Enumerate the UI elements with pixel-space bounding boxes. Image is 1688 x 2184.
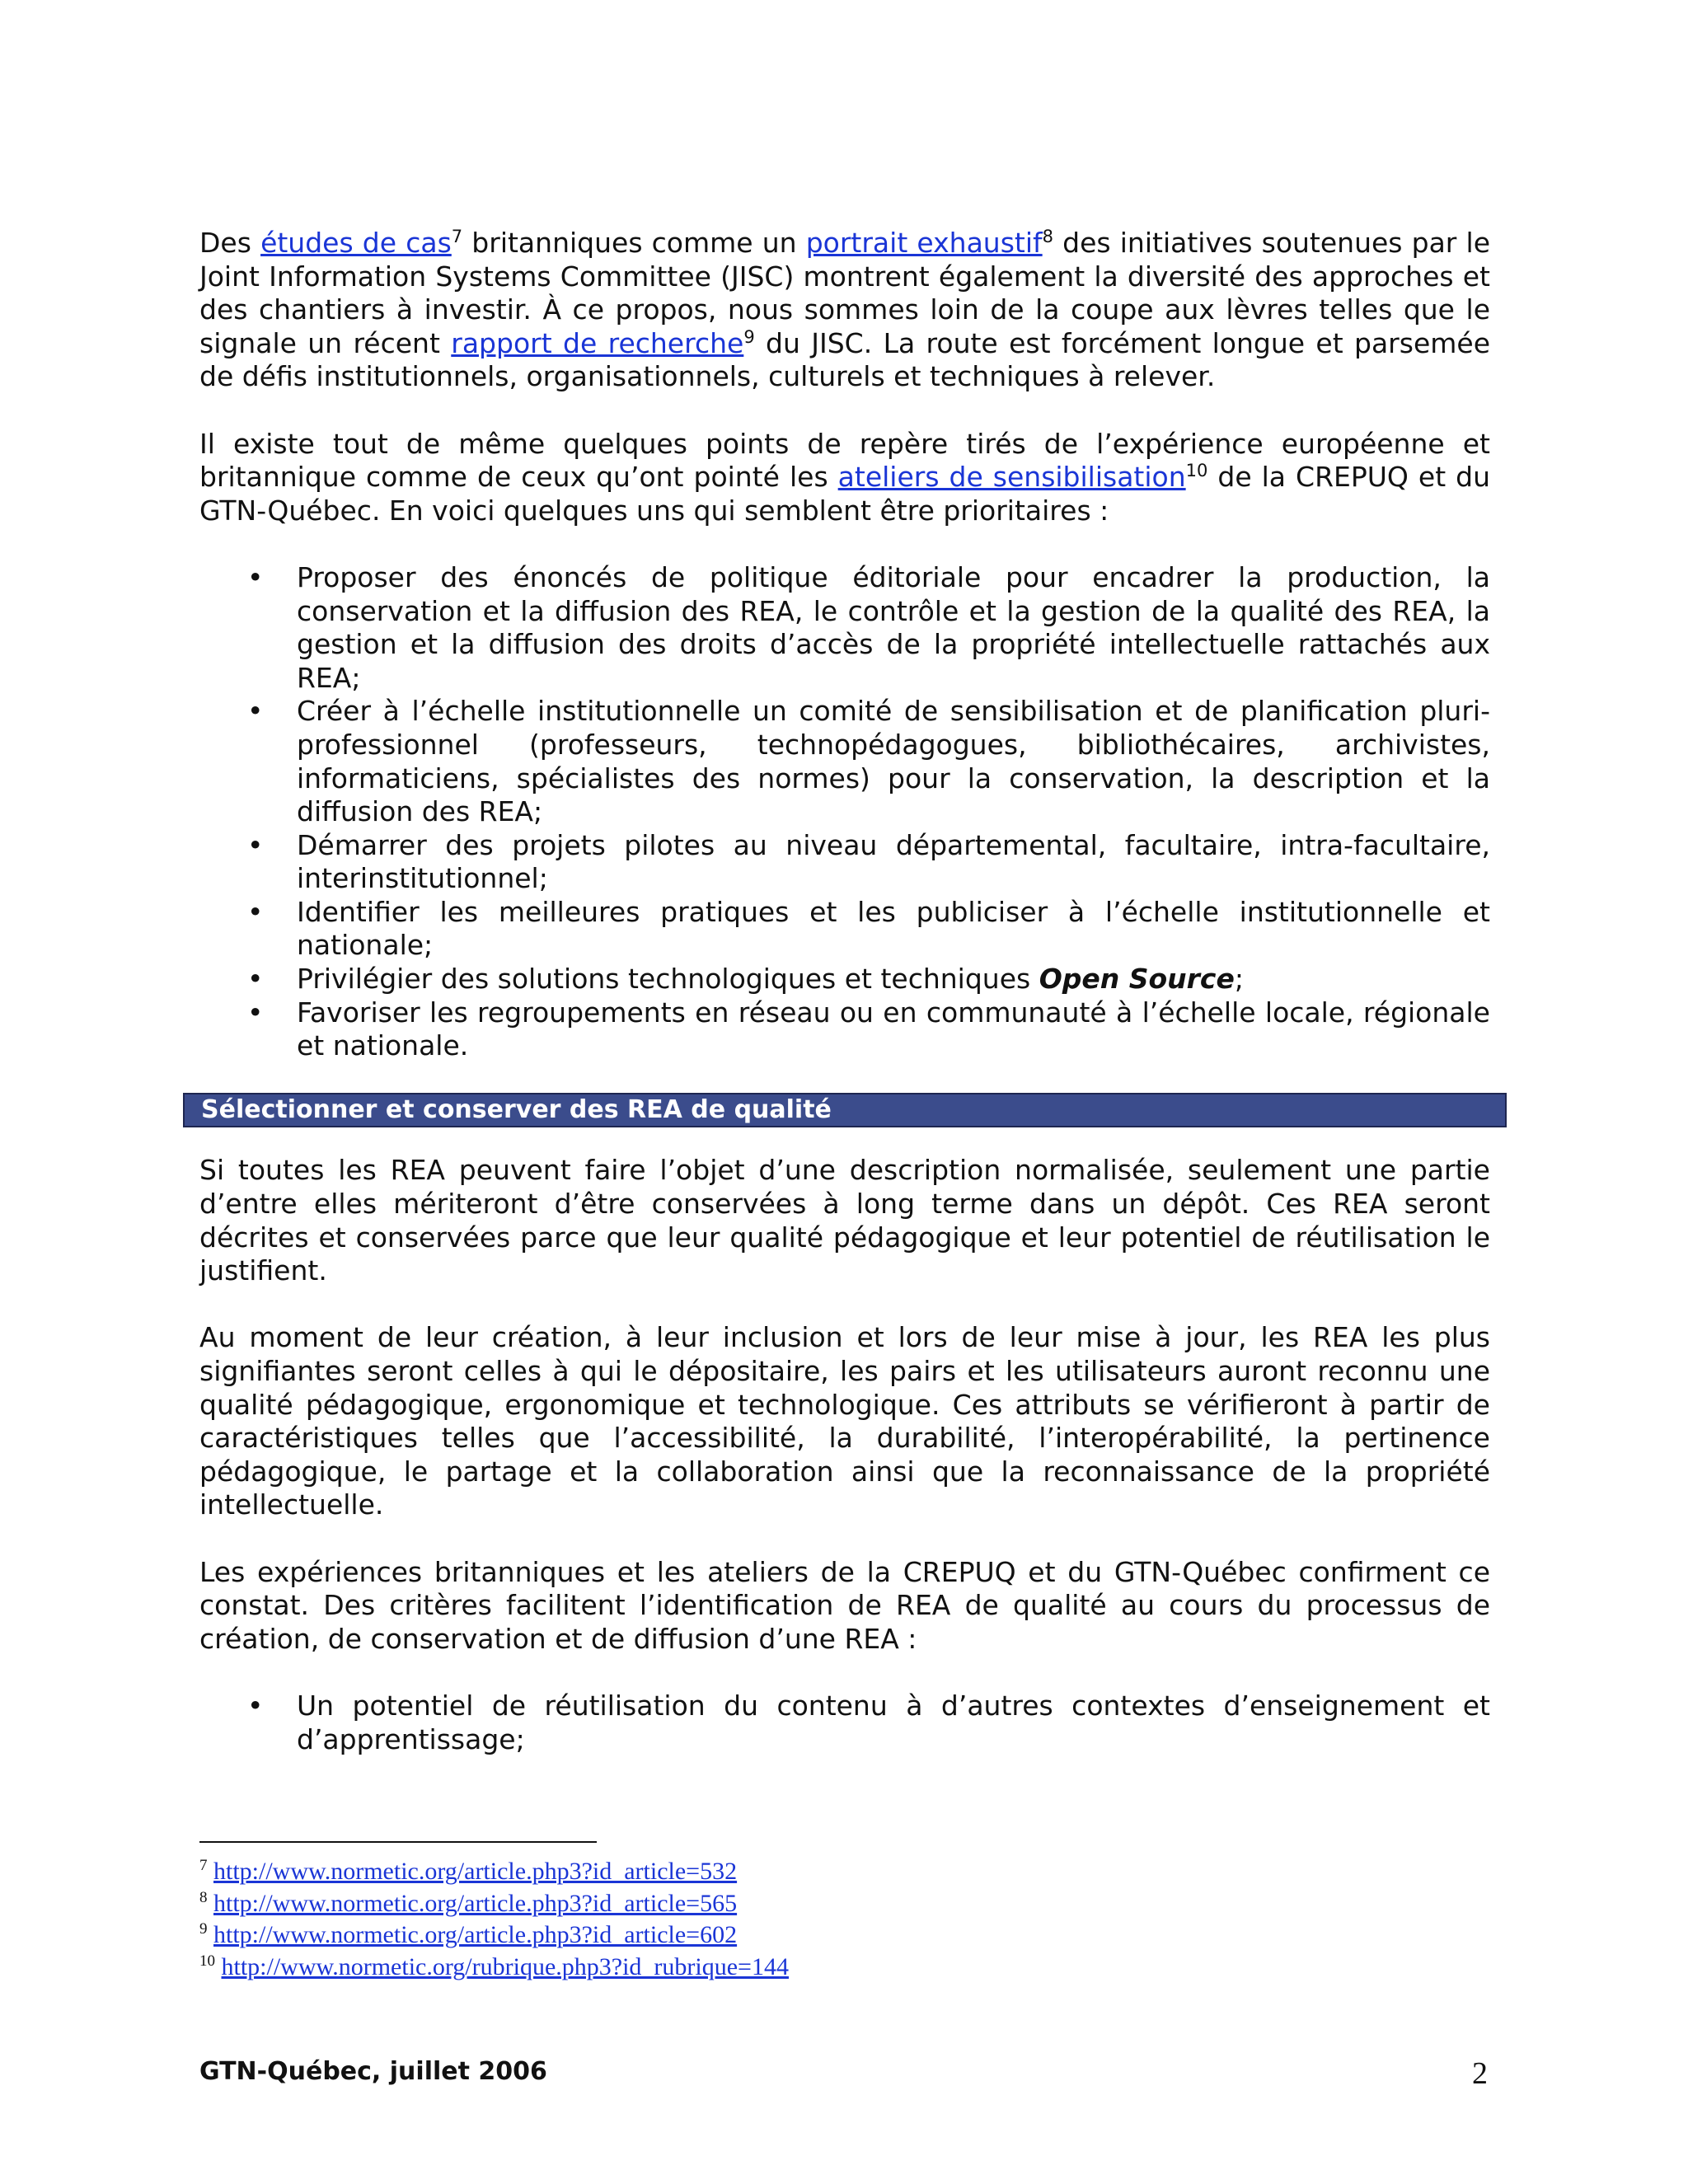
bullet-icon: • — [247, 895, 264, 928]
emphasis-open-source: Open Source — [1039, 963, 1235, 996]
footnote-number: 9 — [199, 1920, 208, 1938]
list-item-text: Démarrer des projets pilotes au niveau départemental, facultaire, intra-facultaire, interinstitutionnel; — [297, 828, 1490, 895]
list-item — [199, 963, 1490, 996]
footnote-number: 8 — [199, 1888, 208, 1906]
list-item-text: ; — [1234, 963, 1244, 996]
page-number: 2 — [1472, 2056, 1488, 2091]
bullet-icon: • — [247, 828, 264, 861]
text-span: du JISC. La route est forcément longue et parsemée de défis institutionnels, organisationnels, culturels et techniques à relever. — [199, 326, 1490, 393]
list-item — [199, 695, 1490, 828]
criteria-list — [199, 1690, 1490, 1756]
footnote-separator — [199, 1841, 597, 1843]
section-heading: Sélectionner et conserver des REA de qualité — [183, 1093, 1507, 1127]
list-item-text: Créer à l’échelle institutionnelle un comité de sensibilisation et de planification pluri-professionnel (professeurs, technopédagogues, bibliothécaires, archivistes, informaticiens, spécialistes des normes) pour la conservation, la description et la diffusion des REA; — [297, 695, 1490, 828]
list-item — [199, 1690, 1490, 1756]
list-item-text: Un potentiel de réutilisation du contenu à d’autres contextes d’enseignement et d’apprentissage; — [297, 1689, 1490, 1755]
text-span: Des — [199, 227, 261, 259]
footnote-ref: 9 — [743, 326, 755, 347]
footnote-ref: 7 — [451, 227, 463, 246]
paragraph-intro — [199, 227, 1490, 394]
footnote-number: 10 — [199, 1952, 215, 1970]
paragraph-reperes — [199, 428, 1490, 528]
link-portrait-exhaustif[interactable]: portrait exhaustif — [805, 227, 1043, 259]
text-span: Il existe tout de même quelques points de repère tirés de l’expérience européenne et britannique comme de ceux qu’ont pointé les — [199, 427, 1490, 494]
list-item — [199, 561, 1490, 695]
list-item — [199, 896, 1490, 963]
paragraph-attributes: Au moment de leur création, à leur inclusion et lors de leur mise à jour, les REA les plus signifiantes seront celles à qui le dépositaire, les pairs et les utilisateurs auront reconnu une qualité pédagogique, ergonomique et technologique. Ces attributs se vérifieront à partir de caractéristiques telles que l’accessibilité, la durabilité, l’interopérabilité, la pertinence pédagogique, le partage et la collaboration ainsi que la reconnaissance de la propriété intellectuelle. — [199, 1321, 1490, 1521]
text-span: britanniques comme un — [462, 227, 806, 259]
link-ateliers-de-sensibilisation[interactable]: ateliers de sensibilisation — [837, 461, 1186, 494]
footnote-number: 7 — [199, 1857, 208, 1874]
bullet-icon: • — [247, 560, 264, 593]
paragraph-criteria: Les expériences britanniques et les ateliers de la CREPUQ et du GTN-Québec confirment ce constat. Des critères facilitent l’identification de REA de qualité au cours du processus de création, de conservation et de diffusion d’une REA : — [199, 1555, 1490, 1655]
bullet-icon: • — [247, 695, 264, 728]
footnotes — [199, 1856, 789, 1983]
footnote-ref: 8 — [1042, 227, 1054, 246]
list-item — [199, 996, 1490, 1063]
footnote-link[interactable]: http://www.normetic.org/article.php3?id_article=565 — [213, 1889, 738, 1917]
list-item-text: Proposer des énoncés de politique éditoriale pour encadrer la production, la conservation et la diffusion des REA, le contrôle et la gestion de la qualité des REA, la gestion et la diffusion des droits d’accès de la propriété intellectuelle rattachés aux REA; — [297, 560, 1490, 694]
footnote-10 — [199, 1952, 789, 1984]
link-etudes-de-cas[interactable]: études de cas — [260, 227, 452, 259]
footer-text: GTN-Québec, juillet 2006 — [199, 2057, 547, 2086]
footnote-9 — [199, 1919, 789, 1952]
list-item-text: Privilégier des solutions technologiques et techniques — [297, 963, 1039, 996]
footnote-link[interactable]: http://www.normetic.org/article.php3?id_article=532 — [213, 1858, 738, 1885]
list-item-text: Identifier les meilleures pratiques et les publiciser à l’échelle institutionnelle et nationale; — [297, 895, 1490, 962]
list-item — [199, 829, 1490, 896]
link-rapport-de-recherche[interactable]: rapport de recherche — [451, 326, 744, 359]
priorities-list — [199, 561, 1490, 1063]
main-content — [199, 227, 1490, 1790]
bullet-icon: • — [247, 996, 264, 1029]
bullet-icon: • — [247, 963, 264, 996]
bullet-icon: • — [247, 1689, 264, 1722]
paragraph-description: Si toutes les REA peuvent faire l’objet d’une description normalisée, seulement une partie d’entre elles mériteront d’être conservées à long terme dans un dépôt. Ces REA seront décrites et conservées parce que leur qualité pédagogique et leur potentiel de réutilisation le justifient. — [199, 1154, 1490, 1287]
footnote-8 — [199, 1888, 789, 1920]
footnote-link[interactable]: http://www.normetic.org/rubrique.php3?id_rubrique=144 — [221, 1952, 789, 1980]
text-span: des initiatives soutenues par le Joint Information Systems Committee (JISC) montrent également la diversité des approches et des chantiers à investir. À ce propos, nous sommes loin de la coupe aux lèvres telles que le signale un récent — [199, 227, 1490, 359]
text-span: de la CREPUQ et du GTN-Québec. En voici quelques uns qui semblent être prioritaires : — [199, 461, 1491, 527]
footnote-7 — [199, 1856, 789, 1888]
footnote-ref: 10 — [1185, 461, 1208, 481]
list-item-text: Favoriser les regroupements en réseau ou en communauté à l’échelle locale, régionale et nationale. — [297, 996, 1490, 1062]
footnote-link[interactable]: http://www.normetic.org/article.php3?id_article=602 — [213, 1921, 738, 1948]
